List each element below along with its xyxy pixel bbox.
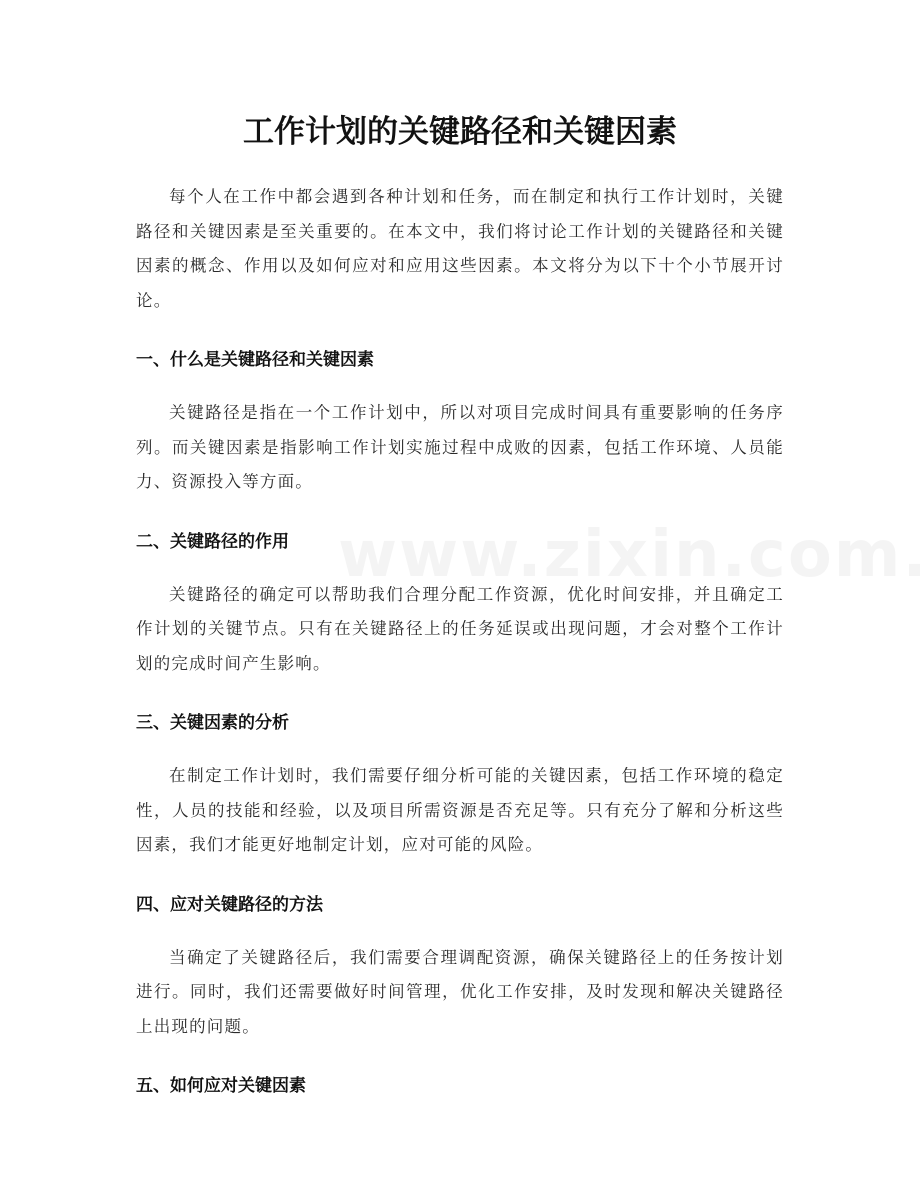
section-heading-1: 一、什么是关键路径和关键因素	[136, 350, 374, 370]
section-body-4: 当确定了关键路径后，我们需要合理调配资源，确保关键路径上的任务按计划进行。同时，我们还需要做好时间管理，优化工作安排，及时发现和解决关键路径上出现的问题。	[136, 947, 784, 1036]
section-body-3: 在制定工作计划时，我们需要仔细分析可能的关键因素，包括工作环境的稳定性，人员的技能和经验，以及项目所需资源是否充足等。只有充分了解和分析这些因素，我们才能更好地制定计划，应对可能的风险。	[136, 766, 784, 854]
section-heading-2: 二、关键路径的作用	[136, 531, 289, 552]
document-title: 工作计划的关键路径和关键因素	[243, 114, 677, 150]
section-heading-5: 五、如何应对关键因素	[136, 1076, 306, 1096]
intro-paragraph: 每个人在工作中都会遇到各种计划和任务，而在制定和执行工作计划时，关键路径和关键因素是至关重要的。在本文中，我们将讨论工作计划的关键路径和关键因素的概念、作用以及如何应对和应用这些因素。本文将分为以下十个小节展开讨论。	[136, 187, 784, 310]
section-heading-3: 三、关键因素的分析	[136, 713, 289, 733]
document-body	[136, 180, 784, 1122]
section-heading-4: 四、应对关键路径的方法	[136, 894, 323, 915]
section-body-1: 关键路径是指在一个工作计划中，所以对项目完成时间具有重要影响的任务序列。而关键因素是指影响工作计划实施过程中成败的因素，包括工作环境、人员能力、资源投入等方面。	[136, 403, 784, 491]
section-body-2: 关键路径的确定可以帮助我们合理分配工作资源，优化时间安排，并且确定工作计划的关键节点。只有在关键路径上的任务延误或出现问题，才会对整个工作计划的完成时间产生影响。	[136, 584, 784, 673]
